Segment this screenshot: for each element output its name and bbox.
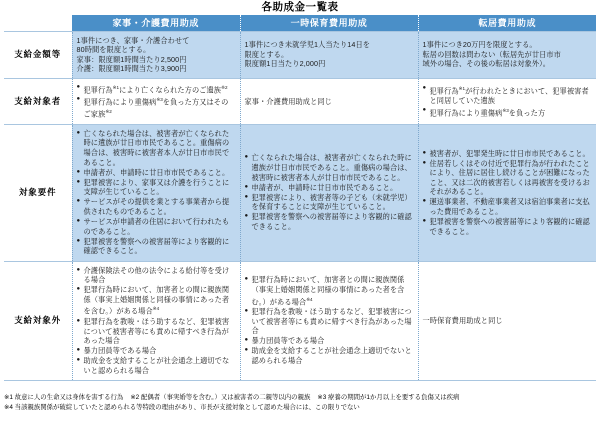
text-block [423,40,592,69]
bullet-item: ● 暴力団員等である場合 [77,346,235,356]
row-label-shikyu_taishougai: 支給対象外 [4,261,72,380]
footnote-segment: ※1 故意に人の生命又は身体を害する行為 [4,394,124,401]
text-line: 域外の場合、その後の転居は対象外）。 [422,59,551,69]
column-header-tenkyo: 転居費用助成 [418,15,596,31]
text-line: 1事件につき、家事・介護合わせて [76,35,190,45]
bullet-item: ● 犯罪行為時において、加害者との間に親族関係（事実上婚姻関係と同様の事情にあった者を含む。）がある場合$^{※4}$ [245,275,413,306]
bullet-item: ● 犯罪行為$^{※1}$により亡くなられた方のご遺族$^{※2}$ [77,83,235,95]
bullet-item: ● サービスが申請者の住居において行われたものであること。 [77,217,235,236]
cell-shikyu_taishousha-kaji_kaigo [72,78,240,124]
table-row [4,31,596,78]
bullet-item: ● 助成金を支給することが社会通念上適切でないと認められる場合 [245,346,413,365]
row-label-taishou_youken: 対象要件 [4,124,72,261]
bullet-item: ● 助成金を支給することが社会通念上適切でないと認められる場合 [77,356,235,375]
subsidy-table [4,15,596,381]
bullet-list [77,266,235,376]
bullet-item: ● 介護保険法その他の法令による給付等を受ける場合 [77,266,235,285]
row-label-shikyu_kingaku: 支給金額等 [4,31,72,78]
footnote-segment: ※4 当該親族関係が破綻していたと認められる等特段の理由があり、市長が支援対象として認めた場合には、この限りでない [4,403,360,411]
bullet-item: ● サービスがその提供を業とする事業者から提供されたものであること。 [77,197,235,216]
table-body [4,31,596,380]
bullet-item: ● 申請者が、申請時に廿日市市民であること。 [77,168,235,178]
bullet-item: ● 亡くなられた場合は、被害者が亡くなられた時に遺族が廿日市市民であること。重傷病の場合は、被害時に被害者本人が廿日市市民であること。 [245,153,413,182]
bullet-item: ● 犯罪被害により、家事又は介護を行うことに支障が生じていること。 [77,178,235,197]
column-header-ichiji-hoiku: 一時保育費用助成 [240,15,418,31]
bullet-list [423,84,592,118]
text-line: 家事・介護費用助成と同じ [244,96,332,106]
cell-taishou_youken-ichiji_hoiku [240,124,418,261]
text-block [77,36,235,74]
cell-shikyu_kingaku-tenkyo [418,31,596,78]
table-row [4,124,596,261]
cell-shikyu_taishousha-tenkyo [418,78,596,124]
bullet-item: ● 被害者が、犯罪発生時に廿日市市民であること。 [423,149,592,159]
cell-shikyu_kingaku-kaji_kaigo [72,31,240,78]
text-block [245,97,413,107]
bullet-list [245,275,413,365]
table-corner-cell [4,15,72,31]
bullet-list [77,83,235,119]
text-line: 1事件につき20万円を限度とする。 [422,40,537,50]
column-header-kaji-kaigo: 家事・介護費用助成 [72,15,240,31]
text-line: 一時保育費用助成と同じ [422,315,503,325]
bullet-item: ● 犯罪行為を教唆・ほう助するなど、犯罪被害について被害者等にも責めに帰すべき行為があった場合 [77,317,235,346]
bullet-item: ● 犯罪被害により、被害者等の子ども（未就学児）を保育することに支障が生じていること。 [245,193,413,212]
cell-shikyu_taishougai-ichiji_hoiku [240,261,418,380]
table-header [4,15,596,31]
footnote-line-1 [4,393,598,403]
bullet-item: ● 運送事業者、不動産事業者又は宿泊事業者に支払った費用であること。 [423,197,592,216]
text-line: 1事件につき未就学児1人当たり14日を [244,40,371,50]
text-line: 家事：限度額1時間当たり2,500円 [76,54,187,64]
cell-taishou_youken-kaji_kaigo [72,124,240,261]
cell-shikyu_taishougai-kaji_kaigo [72,261,240,380]
cell-taishou_youken-tenkyo [418,124,596,261]
footnote-line-2 [4,403,598,413]
bullet-item: ● 犯罪行為により重傷病$^{※3}$を負った方又はそのご家族$^{※2}$ [77,95,235,119]
page-title: 各助成金一覧表 [261,1,339,13]
bullet-list [423,149,592,237]
cell-shikyu_taishousha-ichiji_hoiku [240,78,418,124]
text-line: 介護：限度額1時間当たり3,900円 [76,64,187,74]
bullet-item: ● 亡くなられた場合は、被害者が亡くなられた時に遺族が廿日市市民であること。重傷病の場合は、被害時に被害者本人が廿日市市民であること。 [77,129,235,167]
text-line: 80時間を限度とする。 [76,45,151,55]
bullet-item: ● 申請者が、申請時に廿日市市民であること。 [245,183,413,193]
bullet-item: ● 犯罪被害を警察への被害届等により客観的に確認できること。 [245,212,413,231]
text-line: 限度とする。 [244,49,289,59]
bullet-item: ● 犯罪被害を警察への被害届等により客観的に確認できること。 [77,237,235,256]
table-row [4,78,596,124]
bullet-item: ● 犯罪行為を教唆・ほう助するなど、犯罪被害について被害者等にも責めに帰すべき行為があった場合 [245,307,413,336]
text-line: 限度額1日当たり2,000円 [244,59,326,69]
bullet-item: ● 犯罪行為$^{※1}$が行われたときにおいて、犯罪被害者と同居していた遺族 [423,84,592,106]
footnotes [4,393,598,412]
bullet-list [245,153,413,231]
bullet-item: ● 犯罪行為時において、加害者との間に親族関係（事実上婚姻関係と同様の事情にあった者を含む。）がある場合$^{※4}$ [77,285,235,316]
row-label-shikyu_taishousha: 支給対象者 [4,78,72,124]
bullet-item: ● 犯罪被害を警察への被害届等により客観的に確認できること。 [423,217,592,236]
table-row [4,261,596,380]
footnote-segment: ※3 療養の期間が1か月以上を要する負傷又は疾病 [317,394,460,401]
cell-shikyu_taishougai-tenkyo [418,261,596,380]
text-block [423,316,592,326]
footnote-segment: ※2 配偶者（事実婚等を含む。）又は被害者の二親等以内の親族 [130,394,311,401]
cell-shikyu_kingaku-ichiji_hoiku [240,31,418,78]
bullet-item: ● 犯罪行為により重傷病$^{※3}$を負った方 [423,106,592,118]
bullet-list [77,129,235,256]
bullet-item: ● 暴力団員等である場合 [245,336,413,346]
text-line: 転居の回数は問わない（転居先が廿日市市 [422,49,561,59]
bullet-item: ● 住居若しくはその付近で犯罪行為が行われたことにより、住居に居住し続けることが困難になったこと、又は二次的被害若しくは再被害を受けるおそれがあること。 [423,159,592,197]
subsidy-table-container [4,15,596,381]
text-block [245,40,413,69]
table-header-row [4,15,596,31]
